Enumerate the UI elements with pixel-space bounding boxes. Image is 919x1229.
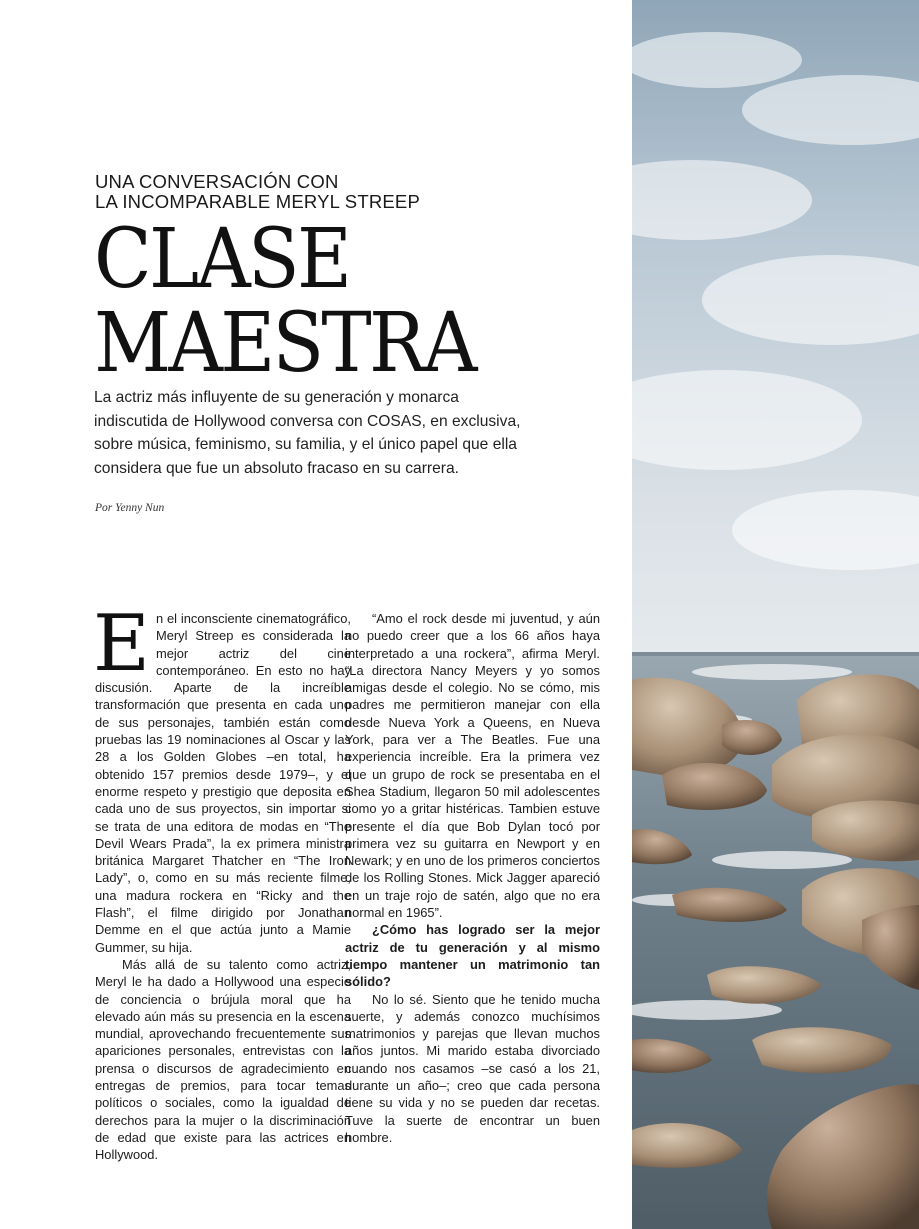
interview-question: ¿Cómo has logrado ser la mejor actriz de tu generación y al mismo tiempo mantener un matrimonio tan sólido? [345,922,600,990]
paragraph: Más allá de su talento como actriz, Meryl le ha dado a Hollywood una especie de conciencia o brújula moral que ha elevado aún más su presencia en la escena mundial, aprovechando frecuentemente sus apariciones personales, entrevistas con la prensa o discursos de agradecimiento en entregas de premios, para tocar temas políticos o sociales, como la igualdad de derechos para la mujer o la discriminación de edad que existe para las actrices en Hollywood. [95,956,351,1163]
paragraph: “Amo el rock desde mi juventud, y aún no puedo creer que a los 66 años haya interpretado a una rockera”, afirma Meryl. “La directora Nancy Meyers y yo somos amigas desde el colegio. No se cómo, mis padres me permitieron manejar con ella desde Nueva York a Queens, en Nueva York, para ver a The Beatles. Fue una experiencia increíble. Era la primera vez que un grupo de rock se presentaba en el Shea Stadium, llegaron 50 mil adolescentes como yo a gritar histéricas. Tambien estuve presente el día que Bob Dylan tocó por primera vez su guitarra en Newport y en Newark; y en uno de los primeros conciertos de los Rolling Stones. Mick Jagger apareció en un traje rojo de satén, algo que no era normal en 1965”. [345,611,600,921]
article-headline [94,212,582,391]
article-lead: La actriz más influyente de su generación y monarca indiscutida de Hollywood conversa con COSAS, en exclusiva, sobre música, feminismo, su familia, y el único papel que ella considera que fue un absoluto fracaso en su carrera. [94,389,521,477]
kicker-line-2: LA INCOMPARABLE MERYL STREEP [95,191,420,212]
headline-line-1: CLASE [94,212,350,307]
coastal-rocks-photo [632,0,919,1229]
paragraph [93,599,351,956]
headline-line-2: MAESTRA [94,296,475,391]
paragraph: No lo sé. Siento que he tenido mucha suerte, y además conozco muchísimos matrimonios y parejas que llevan muchos años juntos. Mi marido estaba divorciado cuando nos casamos –se casó a los 21, durante un año–; creo que cada persona tiene su vida y no se pueden dar recetas. Tuve la suerte de encontrar un buen hombre. [345,991,600,1145]
paragraph-text: n el inconsciente cinematográfico, Meryl Streep es considerada la mejor actriz del cine contemporáneo. En esto no hay discusión. Aparte de la increíble transformación que presenta en cada uno de sus personajes, también están como pruebas las 19 nominaciones al Oscar y las 28 a los Golden Globes –en total, ha obtenido 157 premios desde 1979–, y el enorme respeto y prestigio que deposita en cada uno de sus proyectos, sin importar si se trata de una editora de modas en “The Devil Wears Prada”, la ex primera ministra británica Margaret Thatcher en “The Iron Lady”, o, como en su más reciente filme, una madura rockera en “Ricky and the Flash”, el filme dirigido por Jonathan Demme en el que actúa junto a Mamie Gummer, su hija. [95,611,351,955]
article-byline: Por Yenny Nun [95,502,165,514]
article-kicker [95,172,615,212]
drop-cap: E [93,599,150,689]
body-column-left [93,599,351,1164]
body-column-right [345,610,600,1146]
kicker-line-1: UNA CONVERSACIÓN CON [95,171,339,192]
